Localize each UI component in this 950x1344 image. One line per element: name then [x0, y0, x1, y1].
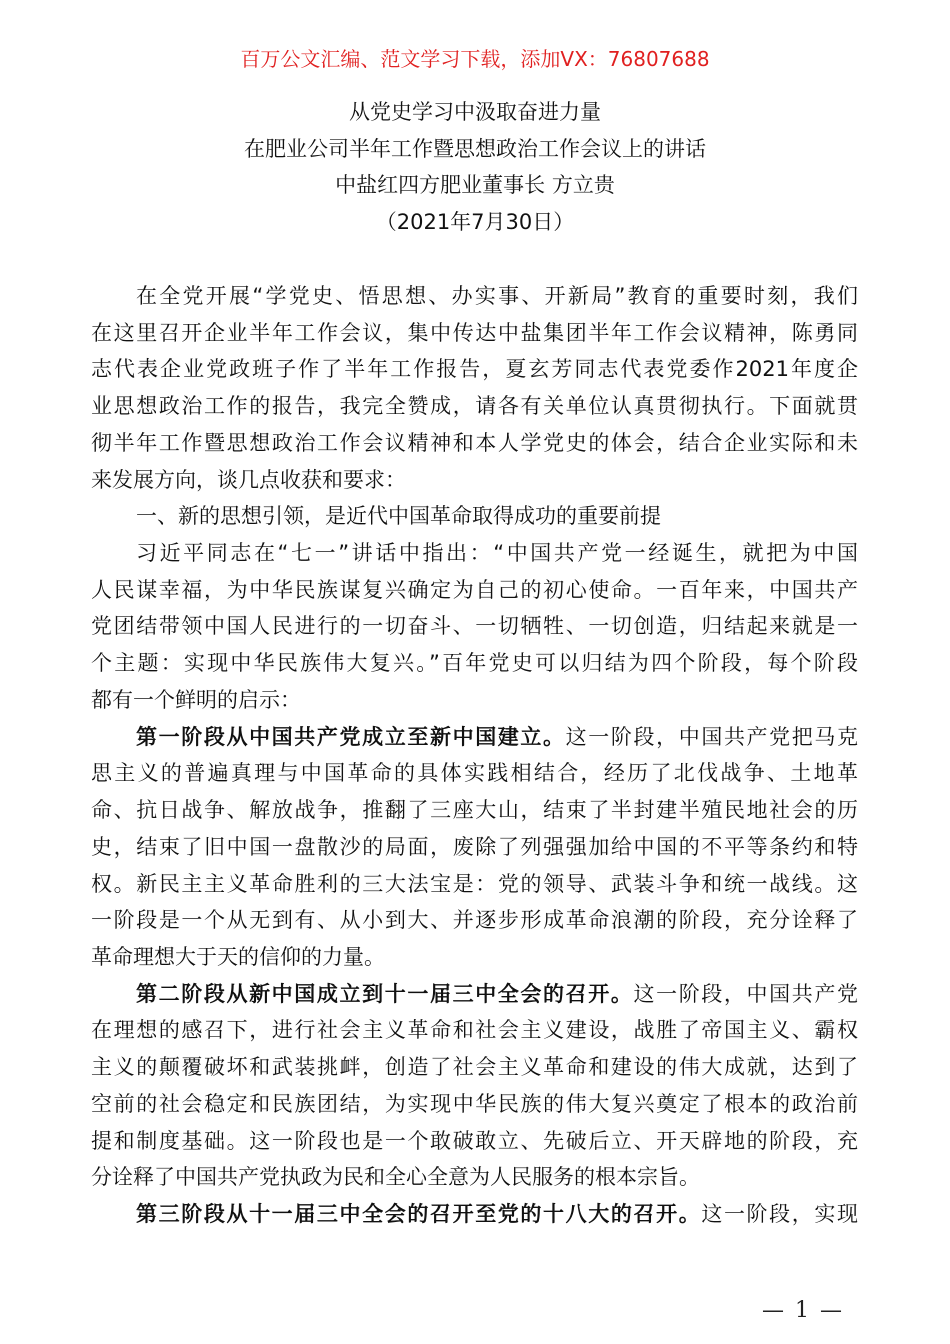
- line-text: 史，结束了旧中国一盘散沙的局面，废除了列强强加给中国的不平等条约和特: [91, 834, 858, 859]
- text-line: [91, 535, 858, 572]
- line-text: 这一阶段，实现: [701, 1201, 859, 1226]
- line-text: 这一阶段，中国共产党: [633, 981, 858, 1006]
- document-body: [91, 278, 858, 1233]
- document-author: 中盐红四方肥业董事长 方立贵: [335, 173, 615, 198]
- line-text: 权。新民主主义革命胜利的三大法宝是：党的领导、武装斗争和统一战线。这: [91, 871, 858, 896]
- line-text: 这一阶段，中国共产党把马克: [565, 724, 859, 749]
- line-text: 志代表企业党政班子作了半年工作报告，夏玄芳同志代表党委作2021年度企: [91, 357, 858, 382]
- page-number: — 1 —: [762, 1298, 844, 1323]
- watermark-banner: 百万公文汇编、范文学习下载，添加VX：76807688: [240, 47, 710, 71]
- text-line: [91, 792, 858, 829]
- line-text: 业思想政治工作的报告，我完全赞成，请各有关单位认真贯彻执行。下面就贯: [91, 394, 858, 419]
- text-line: [91, 866, 858, 903]
- document-subtitle: 在肥业公司半年工作暨思想政治工作会议上的讲话: [244, 136, 706, 161]
- line-text: 命、抗日战争、解放战争，推翻了三座大山，结束了半封建半殖民地社会的历: [91, 798, 858, 823]
- text-line: [91, 645, 858, 682]
- text-line: [91, 1196, 858, 1233]
- document-title: 从党史学习中汲取奋进力量: [349, 100, 601, 124]
- text-line: [91, 1123, 858, 1160]
- text-line: [91, 425, 858, 462]
- line-text: 个主题：实现中华民族伟大复兴。”百年党史可以归结为四个阶段，每个阶段: [91, 651, 858, 676]
- text-line: [91, 388, 858, 425]
- text-line: [91, 719, 858, 756]
- text-line: [91, 976, 858, 1013]
- text-line: [91, 1159, 858, 1196]
- line-text: 主义的颠覆破坏和武装挑衅，创造了社会主义革命和建设的伟大成就，达到了: [91, 1055, 858, 1080]
- line-text: 彻半年工作暨思想政治工作会议精神和本人学党史的体会，结合企业实际和未: [91, 430, 858, 455]
- line-text: 一阶段是一个从无到有、从小到大、并逐步形成革命浪潮的阶段，充分诠释了: [91, 908, 858, 933]
- line-text: 一、新的思想引领，是近代中国革命取得成功的重要前提: [136, 504, 661, 529]
- text-line: [91, 315, 858, 352]
- line-text: 提和制度基础。这一阶段也是一个敢破敢立、先破后立、开天辟地的阶段，充: [91, 1128, 858, 1153]
- line-text: 在这里召开企业半年工作会议，集中传达中盐集团半年工作会议精神，陈勇同: [91, 320, 858, 345]
- text-line: [91, 902, 858, 939]
- text-line: [91, 278, 858, 315]
- text-line: [91, 682, 858, 719]
- text-line: [91, 939, 858, 976]
- bold-heading-text: 第一阶段从中国共产党成立至新中国建立。: [136, 724, 566, 749]
- line-text: 习近平同志在“七一”讲话中指出：“中国共产党一经诞生，就把为中国: [136, 541, 858, 566]
- line-text: 在理想的感召下，进行社会主义革命和社会主义建设，战胜了帝国主义、霸权: [91, 1018, 858, 1043]
- text-line: [91, 351, 858, 388]
- document-date: （2021年7月30日）: [375, 210, 575, 235]
- line-text: 空前的社会稳定和民族团结，为实现中华民族的伟大复兴奠定了根本的政治前: [91, 1091, 858, 1116]
- text-line: [91, 572, 858, 609]
- text-line: [91, 755, 858, 792]
- text-line: [91, 498, 858, 535]
- text-line: [91, 1012, 858, 1049]
- bold-heading-text: 第二阶段从新中国成立到十一届三中全会的召开。: [136, 981, 634, 1006]
- text-line: [91, 462, 858, 499]
- text-line: [91, 829, 858, 866]
- line-text: 来发展方向，谈几点收获和要求：: [91, 467, 406, 492]
- line-text: 党团结带领中国人民进行的一切奋斗、一切牺牲、一切创造，归结起来就是一: [91, 614, 858, 639]
- document-title-block: [0, 94, 950, 241]
- text-line: [91, 1086, 858, 1123]
- text-line: [91, 1049, 858, 1086]
- line-text: 革命理想大于天的信仰的力量。: [91, 944, 385, 969]
- line-text: 都有一个鲜明的启示：: [91, 687, 301, 712]
- line-text: 分诠释了中国共产党执政为民和全心全意为人民服务的根本宗旨。: [91, 1165, 700, 1190]
- bold-heading-text: 第三阶段从十一届三中全会的召开至党的十八大的召开。: [136, 1201, 702, 1226]
- line-text: 在全党开展“学党史、悟思想、办实事、开新局”教育的重要时刻，我们: [136, 284, 858, 308]
- text-line: [91, 608, 858, 645]
- line-text: 人民谋幸福，为中华民族谋复兴确定为自己的初心使命。一百年来，中国共产: [91, 577, 858, 602]
- line-text: 思主义的普遍真理与中国革命的具体实践相结合，经历了北伐战争、土地革: [91, 761, 858, 786]
